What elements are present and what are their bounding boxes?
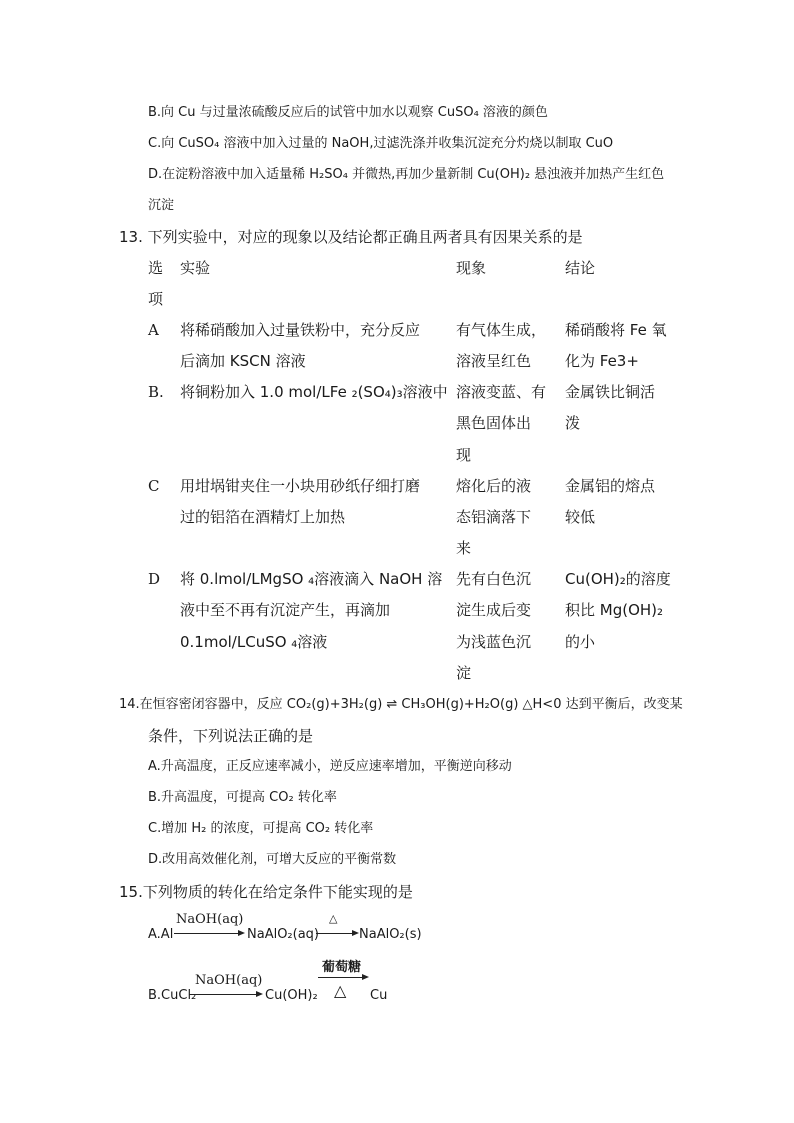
header-experiment: 实验 <box>180 259 211 277</box>
condition-label: 葡萄糖 <box>322 960 362 975</box>
q12-option-b: B.向 Cu 与过量浓硫酸反应后的试管中加水以观察 CuSO₄ 溶液的颜色 <box>148 105 548 120</box>
intermediate: NaAlO₂(aq) <box>247 927 320 942</box>
row-conclusion: 金属铝的熔点 <box>565 477 656 495</box>
q14-option-c: C.增加 H₂ 的浓度，可提高 CO₂ 转化率 <box>148 821 374 836</box>
row-conclusion: 金属铁比铜活 <box>565 383 656 401</box>
reactant: B.CuCl₂ <box>148 988 197 1003</box>
row-conclusion: 积比 Mg(OH)₂ <box>565 601 664 619</box>
row-phenomenon: 为浅蓝色沉 <box>456 633 532 651</box>
reactant: A.Al <box>148 927 174 942</box>
q12-option-d-line1: D.在淀粉溶液中加入适量稀 H₂SO₄ 并微热,再加少量新制 Cu(OH)₂ 悬浊液并加热产生红色 <box>148 167 665 182</box>
q14-stem-line2: 条件，下列说法正确的是 <box>148 727 314 745</box>
q12-option-d-line2: 沉淀 <box>148 198 175 213</box>
row-phenomenon: 淀 <box>456 664 472 682</box>
row-experiment: 后滴加 KSCN 溶液 <box>180 352 306 370</box>
heat-icon: △ <box>334 981 347 1000</box>
reaction-arrow <box>174 912 246 942</box>
row-phenomenon: 态铝滴落下 <box>456 508 532 526</box>
row-option: D <box>148 570 161 588</box>
row-phenomenon: 来 <box>456 539 472 557</box>
row-conclusion: 的小 <box>565 633 596 651</box>
row-phenomenon: 有气体生成， <box>456 321 547 339</box>
product: Cu <box>370 988 388 1003</box>
row-option: C <box>148 477 160 495</box>
row-phenomenon: 淀生成后变 <box>456 601 532 619</box>
reaction-arrow <box>316 912 360 942</box>
row-option: A <box>148 321 159 339</box>
q13-stem: 13. 下列实验中，对应的现象以及结论都正确且两者具有因果关系的是 <box>119 228 583 246</box>
row-experiment: 0.1mol/LCuSO ₄溶液 <box>180 633 328 651</box>
intermediate: Cu(OH)₂ <box>265 988 318 1003</box>
q12-option-c: C.向 CuSO₄ 溶液中加入过量的 NaOH,过滤洗涤并收集沉淀充分灼烧以制取 CuO <box>148 136 614 151</box>
reaction-arrow <box>318 956 370 1006</box>
q14-option-b: B.升高温度，可提高 CO₂ 转化率 <box>148 790 337 805</box>
row-phenomenon: 黑色固体出 <box>456 414 532 432</box>
row-experiment: 将稀硝酸加入过量铁粉中，充分反应 <box>180 321 421 339</box>
row-experiment: 液中至不再有沉淀产生，再滴加 <box>180 601 391 619</box>
row-experiment: 用坩埚钳夹住一小块用砂纸仔细打磨 <box>180 477 421 495</box>
header-option: 选 <box>148 259 164 277</box>
row-phenomenon: 先有白色沉 <box>456 570 532 588</box>
row-option: B. <box>148 383 164 401</box>
row-phenomenon: 溶液呈红色 <box>456 352 532 370</box>
condition-label: NaOH(aq) <box>195 973 263 988</box>
row-phenomenon: 熔化后的液 <box>456 477 532 495</box>
row-experiment: 过的铝箔在酒精灯上加热 <box>180 508 346 526</box>
row-phenomenon: 溶液变蓝、有 <box>456 383 547 401</box>
product: NaAlO₂(s) <box>359 927 422 942</box>
q14-option-a: A.升高温度，正反应速率减小，逆反应速率增加，平衡逆向移动 <box>148 759 512 774</box>
row-experiment: 将铜粉加入 1.0 mol/LFe ₂(SO₄)₃溶液中 <box>180 383 448 401</box>
heat-icon: △ <box>329 912 338 925</box>
reaction-arrow <box>189 973 264 1003</box>
q14-stem-line1: 14.在恒容密闭容器中，反应 CO₂(g)+3H₂(g) ⇌ CH₃OH(g)+H₂O(g) △H<0 达到平衡后，改变某 <box>119 697 683 712</box>
q15-stem: 15.下列物质的转化在给定条件下能实现的是 <box>119 883 413 901</box>
condition-label: NaOH(aq) <box>176 912 244 927</box>
row-conclusion: 稀硝酸将 Fe 氧 <box>565 321 667 339</box>
row-conclusion: 化为 Fe3+ <box>565 352 639 370</box>
row-experiment: 将 0.lmol/LMgSO ₄溶液滴入 NaOH 溶 <box>180 570 443 588</box>
header-phenomenon: 现象 <box>456 259 487 277</box>
row-conclusion: 较低 <box>565 508 596 526</box>
row-conclusion: 泼 <box>565 414 581 432</box>
q14-option-d: D.改用高效催化剂，可增大反应的平衡常数 <box>148 852 397 867</box>
header-option-2: 项 <box>148 290 164 308</box>
row-conclusion: Cu(OH)₂的溶度 <box>565 570 671 588</box>
row-phenomenon: 现 <box>456 446 472 464</box>
header-conclusion: 结论 <box>565 259 596 277</box>
